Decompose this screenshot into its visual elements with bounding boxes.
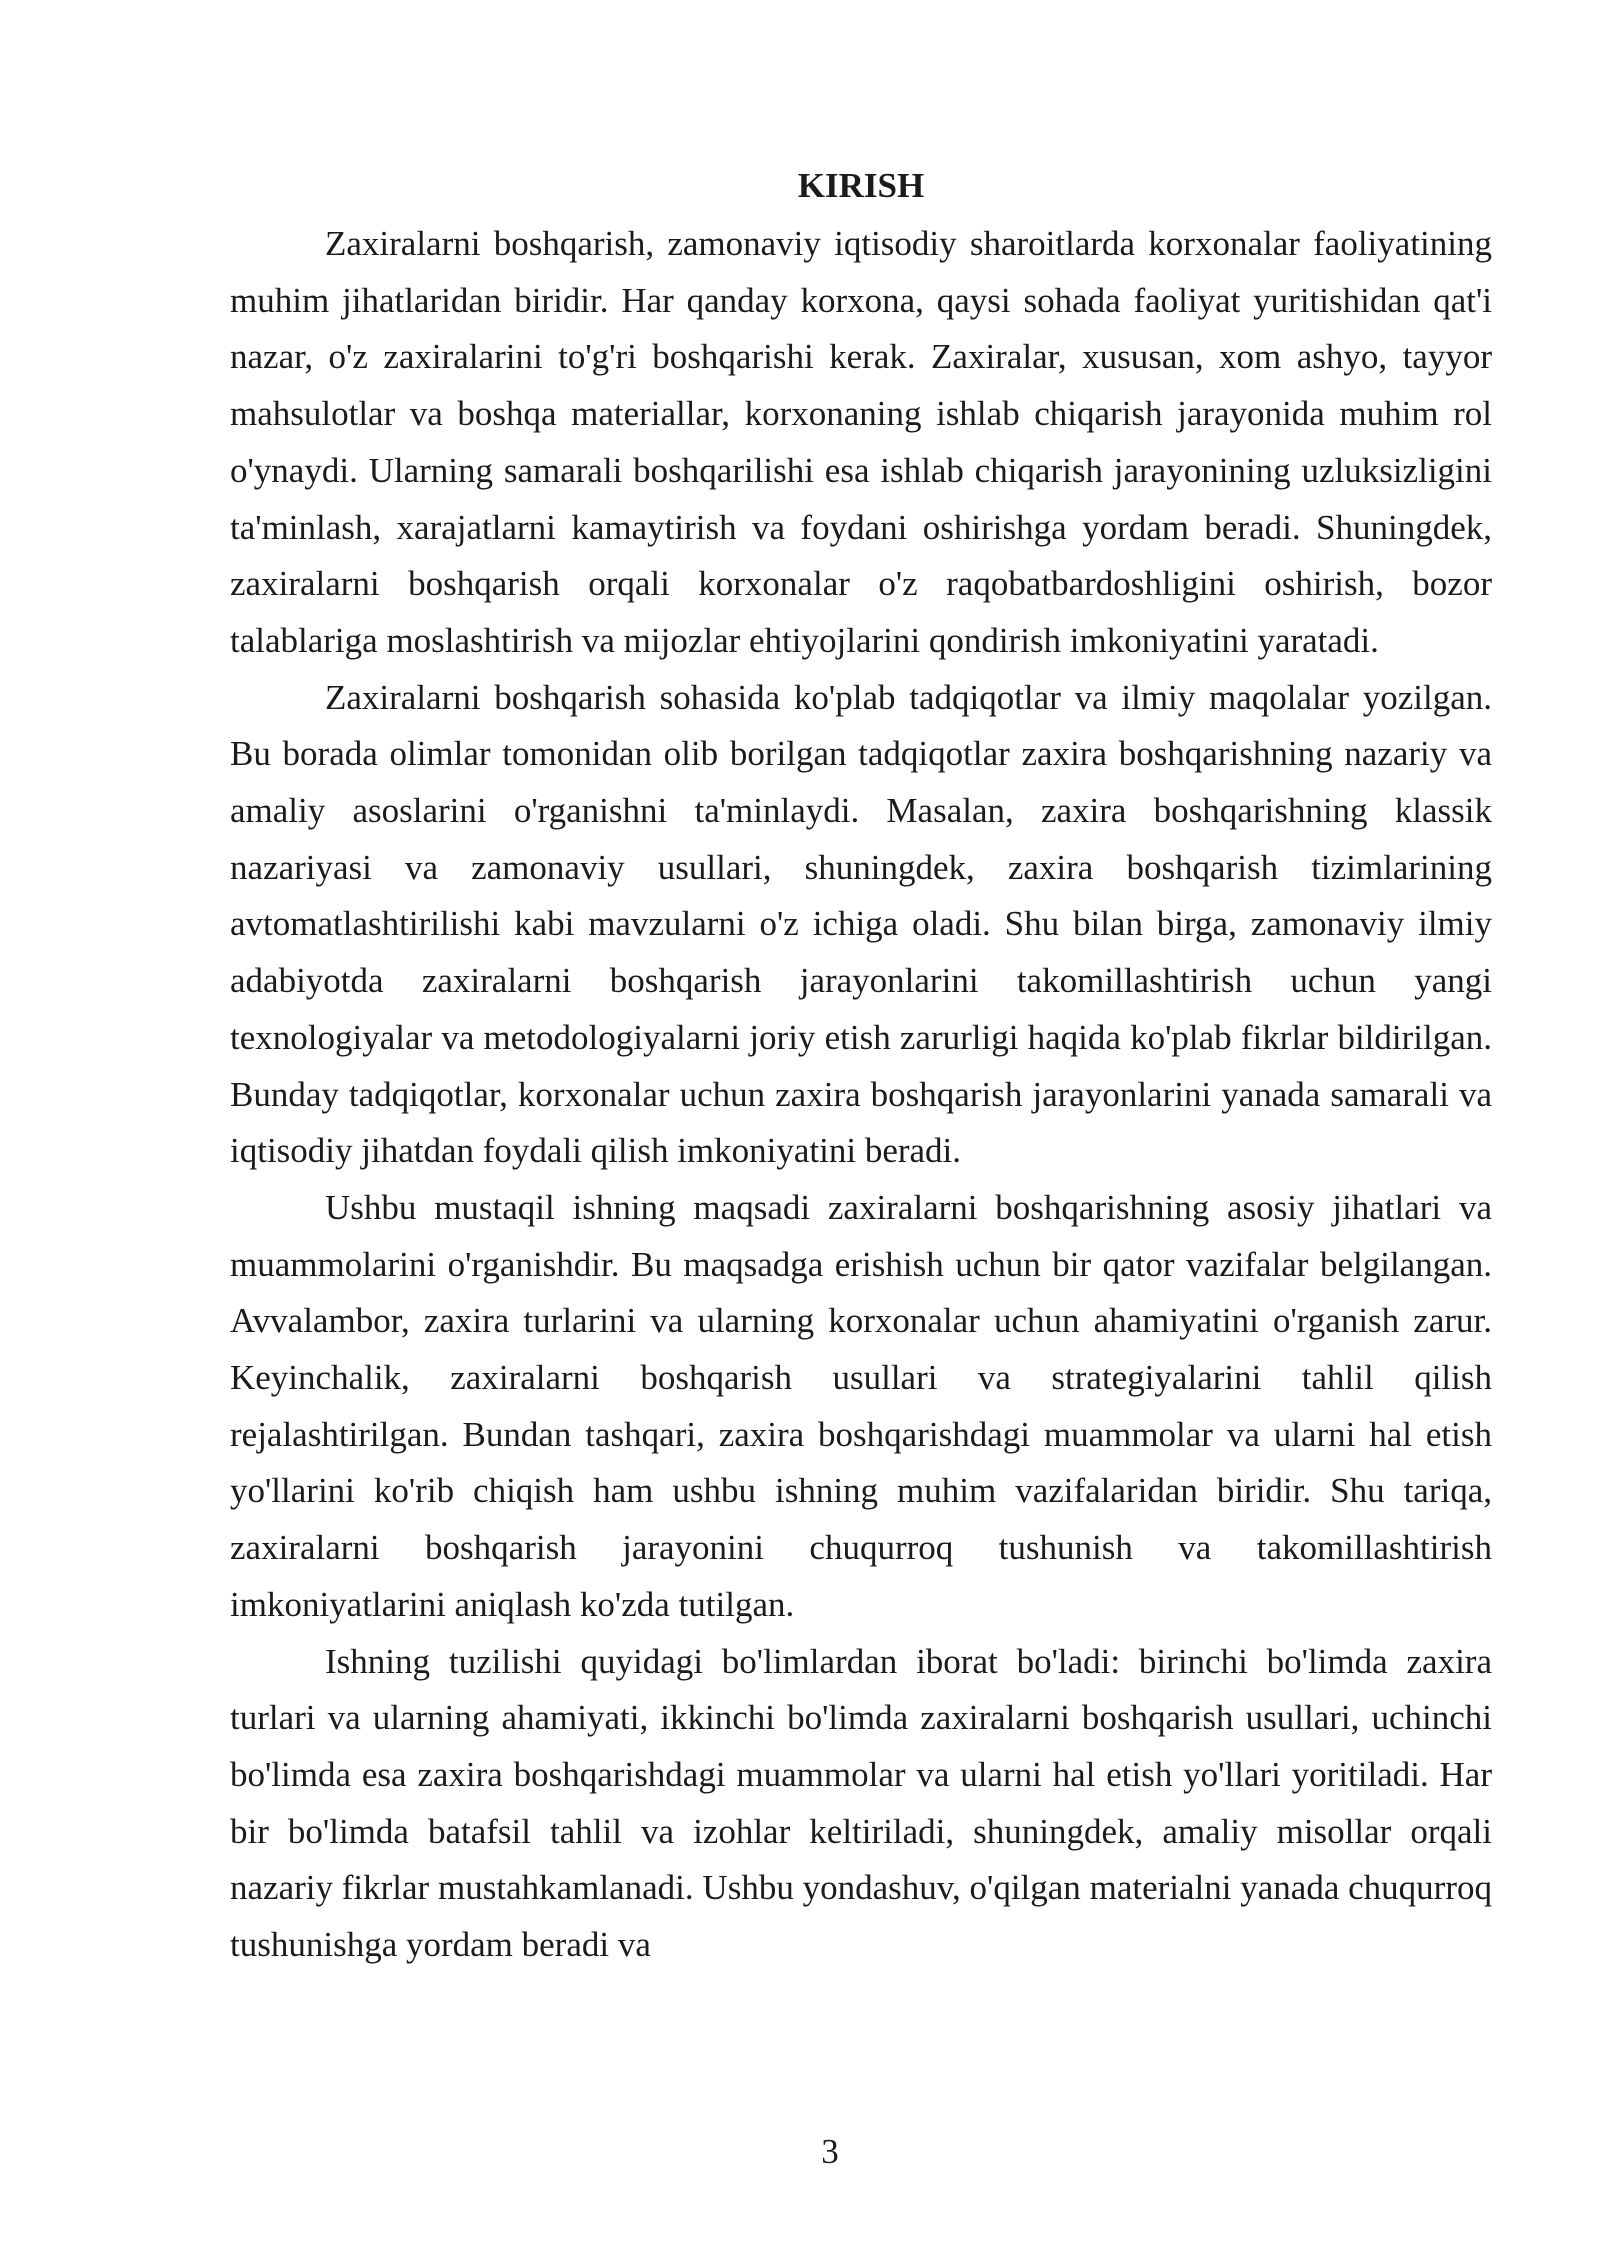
paragraph-structure: Ishning tuzilishi quyidagi bo'limlardan iborat bo'ladi: birinchi bo'limda zaxira turlari va ularning ahamiyati, ikkinchi bo'limda zaxiralarni boshqarish usullari, uchinchi bo'limda esa zaxira boshqarishdagi muammolar va ularni hal etish yo'llari yoritiladi. Har bir bo'limda batafsil tahlil va izohlar keltiriladi, shuningdek, amaliy misollar orqali nazariy fikrlar mustahkamlanadi. Ushbu yondashuv, o'qilgan materialni yanada chuqurroq tushunishga yordam beradi va: [230, 1641, 1492, 1965]
paragraph-goals: Ushbu mustaqil ishning maqsadi zaxiralarni boshqarishning asosiy jihatlari va muammolarini o'rganishdir. Bu maqsadga erishish uchun bir qator vazifalar belgilangan. Avvalambor, zaxira turlarini va ularning korxonalar uchun ahamiyatini o'rganish zarur. Keyinchalik, zaxiralarni boshqarish usullari va strategiyalarini tahlil qilish rejalashtirilgan. Bundan tashqari, zaxira boshqarishdagi muammolar va ularni hal etish yo'llarini ko'rib chiqish ham ushbu ishning muhim vazifalaridan biridir. Shu tariqa, zaxiralarni boshqarish jarayonini chuqurroq tushunish va takomillashtirish imkoniyatlarini aniqlash ko'zda tutilgan.: [230, 1187, 1492, 1624]
page-title: KIRISH: [797, 166, 925, 205]
page-number: 3: [821, 2132, 839, 2171]
page-body: [230, 158, 1492, 1974]
paragraph-introduction: Zaxiralarni boshqarish, zamonaviy iqtisodiy sharoitlarda korxonalar faoliyatining muhim jihatlaridan biridir. Har qanday korxona, qaysi sohada faoliyat yuritishidan qat'i nazar, o'z zaxiralarini to'g'ri boshqarishi kerak. Zaxiralar, xususan, xom ashyo, tayyor mahsulotlar va boshqa materiallar, korxonaning ishlab chiqarish jarayonida muhim rol o'ynaydi. Ularning samarali boshqarilishi esa ishlab chiqarish jarayonining uzluksizligini ta'minlash, xarajatlarni kamaytirish va foydani oshirishga yordam beradi. Shuningdek, zaxiralarni boshqarish orqali korxonalar o'z raqobatbardoshligini oshirish, bozor talablariga moslashtirish va mijozlar ehtiyojlarini qondirish imkoniyatini yaratadi.: [230, 224, 1492, 660]
paragraph-literature: Zaxiralarni boshqarish sohasida ko'plab tadqiqotlar va ilmiy maqolalar yozilgan. Bu borada olimlar tomonidan olib borilgan tadqiqotlar zaxira boshqarishning nazariy va amaliy asoslarini o'rganishni ta'minlaydi. Masalan, zaxira boshqarishning klassik nazariyasi va zamonaviy usullari, shuningdek, zaxira boshqarish tizimlarining avtomatlashtirilishi kabi mavzularni o'z ichiga oladi. Shu bilan birga, zamonaviy ilmiy adabiyotda zaxiralarni boshqarish jarayonlarini takomillashtirish uchun yangi texnologiyalar va metodologiyalarni joriy etish zarurligi haqida ko'plab fikrlar bildirilgan. Bunday tadqiqotlar, korxonalar uchun zaxira boshqarish jarayonlarini yanada samarali va iqtisodiy jihatdan foydali qilish imkoniyatini beradi.: [230, 677, 1492, 1171]
